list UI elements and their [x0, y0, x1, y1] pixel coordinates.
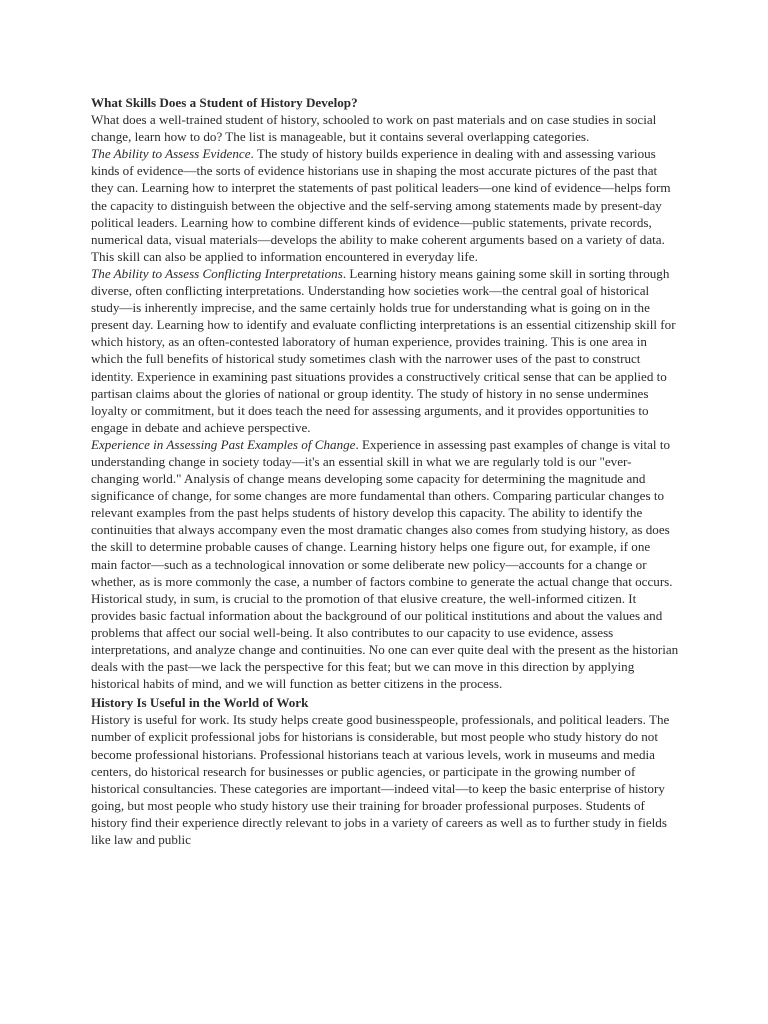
intro-paragraph: What does a well-trained student of history, schooled to work on past materials and on case studies in social change, learn how to do? The list is manageable, but it contains several overlapping categories. [91, 112, 657, 145]
skill-paragraph-change [91, 436, 679, 590]
document-page [91, 94, 679, 848]
skill-title-change: Experience in Assessing Past Examples of Change [91, 436, 356, 452]
summary-paragraph: Historical study, in sum, is crucial to the promotion of that elusive creature, the well-informed citizen. It provides basic factual information about the background of our political institutions and about the values and problems that affect our social well-being. It also contributes to our capacity to use evidence, assess interpretations, and analyze change and continuities. No one can ever quite deal with the present as the historian deals with the past—we lack the perspective for this feat; but we can move in this direction by applying historical habits of mind, and we will function as better citizens in the process. [91, 590, 679, 692]
skill-body-evidence: . The study of history builds experience in dealing with and assessing various kinds of evidence—the sorts of evidence historians use in shaping the most accurate pictures of the past that they can. Learning how to interpret the statements of past political leaders—one kind of evidence—helps form the capacity to distinguish between the objective and the self-serving among statements made by present-day political leaders. Learning how to combine different kinds of evidence—public statements, private records, numerical data, visual materials—develops the ability to make coherent arguments based on a variety of data. This skill can also be applied to information encountered in everyday life. [91, 146, 671, 264]
work-paragraph: History is useful for work. Its study helps create good businesspeople, professionals, and political leaders. The number of explicit professional jobs for historians is considerable, but most people who study history do not become professional historians. Professional historians teach at various levels, work in museums and media centers, do historical research for businesses or public agencies, or participate in the growing number of historical consultancies. These categories are important—indeed vital—to keep the basic enterprise of history going, but most people who study history use their training for broader professional purposes. Students of history find their experience directly relevant to jobs in a variety of careers as well as to further study in fields like law and public [91, 712, 670, 848]
skill-title-interpretations: The Ability to Assess Conflicting Interpretations [91, 265, 343, 281]
skill-paragraph-evidence [91, 145, 679, 265]
skill-body-interpretations: . Learning history means gaining some skill in sorting through diverse, often conflicting interpretations. Understanding how societies work—the central goal of historical study—is inherently imprecise, and the same certainly holds true for understanding what is going on in the present day. Learning how to identify and evaluate conflicting interpretations is an essential citizenship skill for which history, as an often-contested laboratory of human experience, provides training. This is one area in which the full benefits of historical study sometimes clash with the narrower uses of the past to construct identity. Experience in examining past situations provides a constructively critical sense that can be applied to partisan claims about the glories of national or group identity. The study of history in no sense undermines loyalty or commitment, but it does teach the need for assessing arguments, and it provides opportunities to engage in debate and achieve perspective. [91, 265, 676, 435]
section-heading-work: History Is Useful in the World of Work [91, 695, 309, 711]
skill-paragraph-interpretations [91, 265, 679, 436]
skill-body-change: . Experience in assessing past examples of change is vital to understanding change in society today—it's an essential skill in what we are regularly told is our "ever-changing world." Analysis of change means developing some capacity for determining the magnitude and significance of change, for some changes are more fundamental than others. Comparing particular changes to relevant examples from the past helps students of history develop this capacity. The ability to identify the continuities that always accompany even the most dramatic changes also comes from studying history, as does the skill to determine probable causes of change. Learning history helps one figure out, for example, if one main factor—such as a technological innovation or some deliberate new policy—accounts for a change or whether, as is more commonly the case, a number of factors combine to generate the actual change that occurs. [91, 436, 673, 589]
skill-title-evidence: The Ability to Assess Evidence [91, 146, 251, 162]
section-heading-skills: What Skills Does a Student of History Develop? [91, 95, 358, 110]
